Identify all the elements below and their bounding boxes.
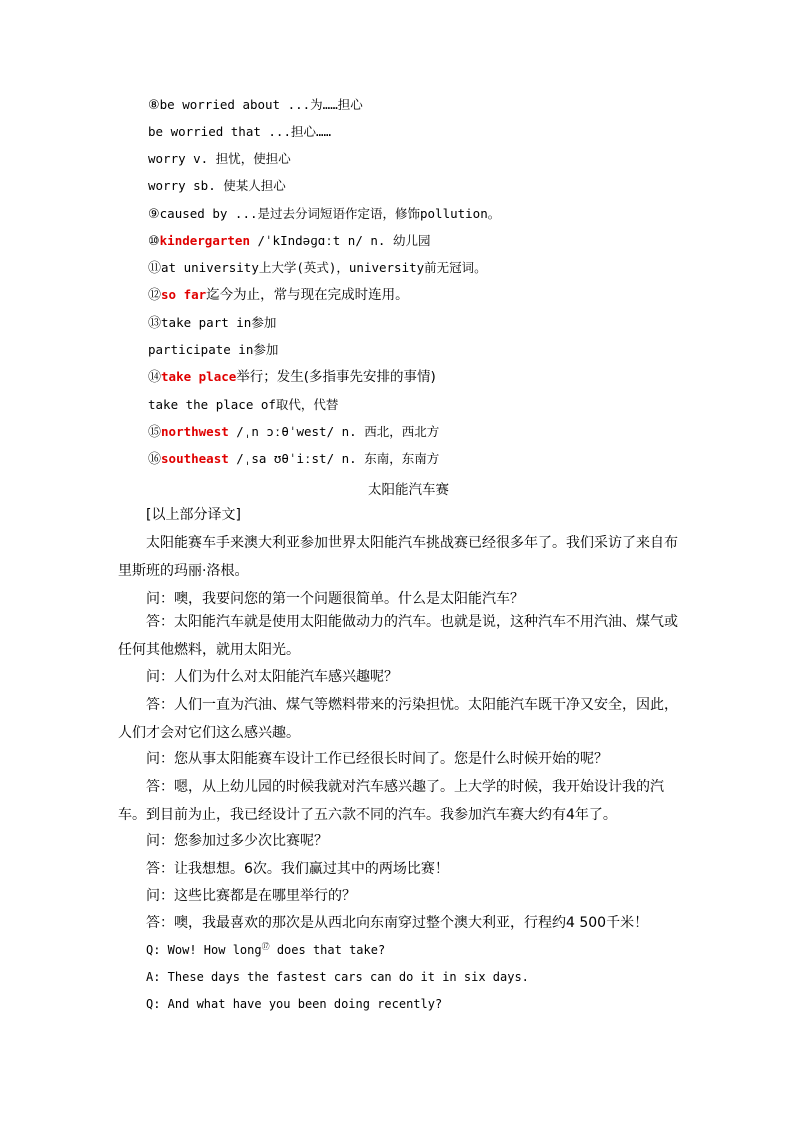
note-text: caused by ...是过去分词短语作定语，修饰pollution。 (159, 206, 501, 221)
note-text: be worried that ...担心…… (148, 124, 332, 139)
note-number: ⑭ (148, 370, 162, 385)
dialogue-text: A: These days the fastest cars can do it in six days. (146, 970, 529, 984)
paragraph-a2: 答：人们一直为汽油、煤气等燃料带来的污染担忧。太阳能汽车既干净又安全，因此，人们才会对它们这么感兴趣。 (118, 697, 678, 741)
paragraph-q5: 问：这些比赛都是在哪里举行的？ (146, 888, 356, 904)
note-keyword: northwest (161, 424, 229, 439)
note-13 (148, 315, 276, 332)
note-number: ⑮ (148, 425, 162, 440)
note-8-d (148, 178, 286, 194)
note-13-b (148, 342, 278, 358)
note-10 (148, 233, 430, 250)
paragraph-q3: 问：您从事太阳能赛车设计工作已经很长时间了。您是什么时候开始的呢？ (146, 751, 608, 767)
note-keyword: kindergarten (159, 233, 250, 248)
note-text: at university上大学(英式)，university前无冠词。 (161, 260, 487, 275)
note-9 (148, 206, 500, 223)
dialogue-text: Q: And what have you been doing recently? (146, 997, 443, 1011)
note-text: take the place of取代，代替 (148, 397, 339, 412)
paragraph-q4: 问：您参加过多少次比赛呢？ (146, 833, 328, 849)
note-number: ⑧ (148, 98, 160, 113)
note-number: ⑩ (148, 234, 160, 249)
dialogue-text: does that take? (269, 943, 386, 957)
note-text: worry v. 担忧，使担心 (148, 151, 291, 166)
note-number: ⑪ (148, 261, 162, 276)
note-15 (148, 424, 439, 441)
note-text: take part in参加 (161, 315, 277, 330)
note-keyword: so far (161, 287, 207, 302)
note-number: ⑯ (148, 452, 162, 467)
note-number: ⑬ (148, 316, 162, 331)
note-keyword: take place (161, 369, 237, 384)
paragraph-q1: 问：噢，我要问您的第一个问题很简单。什么是太阳能汽车？ (146, 591, 524, 607)
dialogue-text: Q: Wow! How long (146, 943, 262, 957)
note-14-b (148, 397, 338, 413)
note-8-c (148, 151, 291, 167)
note-text: /ˈkIndəɡɑːt n/ n. 幼儿园 (249, 233, 431, 248)
paragraph-q2: 问：人们为什么对太阳能汽车感兴趣呢？ (146, 669, 398, 685)
paragraph-a5: 答：噢，我最喜欢的那次是从西北向东南穿过整个澳大利亚，行程约4 500千米！ (146, 915, 649, 931)
note-14 (148, 369, 436, 386)
paragraph-intro: 太阳能赛车手来澳大利亚参加世界太阳能汽车挑战赛已经很多年了。我们采访了来自布里斯班的玛丽·洛根。 (118, 535, 678, 579)
note-text: /ˌsa ʊθˈiːst/ n. 东南，东南方 (228, 451, 440, 466)
note-16 (148, 451, 439, 468)
note-text: participate in参加 (148, 342, 279, 357)
translation-label: [以上部分译文] (146, 507, 241, 523)
note-number: ⑫ (148, 288, 162, 303)
note-text: /ˌn ɔːθˈwest/ n. 西北，西北方 (228, 424, 440, 439)
dialogue-line (146, 941, 385, 957)
footnote-marker: ⑰ (261, 942, 270, 951)
note-text: 举行；发生(多指事先安排的事情) (236, 369, 436, 385)
note-text: be worried about ...为……担心 (159, 97, 363, 112)
note-number: ⑨ (148, 207, 160, 222)
note-text: 迄今为止，常与现在完成时连用。 (206, 287, 409, 303)
paragraph-a4: 答：让我想想。6次。我们赢过其中的两场比赛！ (146, 861, 449, 877)
note-keyword: southeast (161, 451, 229, 466)
note-11 (148, 260, 487, 277)
note-8 (148, 97, 363, 114)
dialogue-line (146, 997, 442, 1011)
paragraph-a1: 答：太阳能汽车就是使用太阳能做动力的汽车。也就是说，这种汽车不用汽油、煤气或任何其他燃料，就用太阳光。 (118, 614, 678, 658)
note-text: worry sb. 使某人担心 (148, 178, 286, 193)
note-8-b (148, 124, 331, 140)
note-12 (148, 287, 409, 304)
paragraph-a3: 答：嗯，从上幼儿园的时候我就对汽车感兴趣了。上大学的时候，我开始设计我的汽车。到目前为止，我已经设计了五六款不同的汽车。我参加汽车赛大约有4年了。 (118, 779, 664, 823)
dialogue-line (146, 970, 529, 984)
section-title: 太阳能汽车赛 (368, 482, 449, 498)
